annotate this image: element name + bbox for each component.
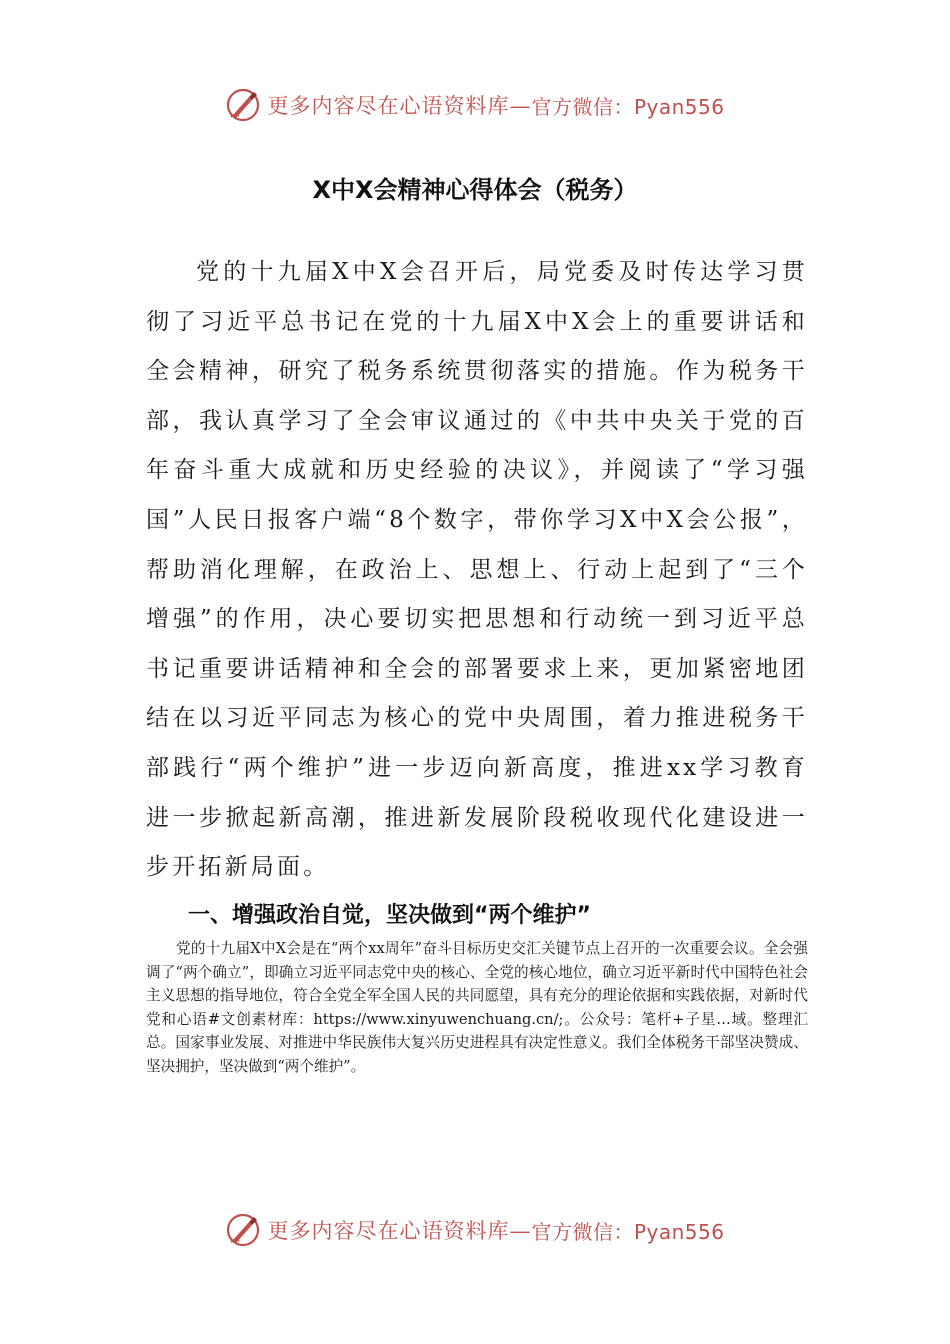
watermark-wechat-text: 官方微信：Pyan556: [531, 1219, 725, 1244]
section-heading: 一、增强政治自觉，坚决做到“两个维护”: [188, 903, 591, 928]
watermark-banner-top: [0, 80, 950, 130]
watermark-brand-text: 更多内容尽在心语资料库—: [267, 94, 532, 118]
pen-logo-icon: [225, 1212, 261, 1248]
body-paragraph: 党的十九届X中X会召开后，局党委及时传达学习贯彻了习近平总书记在党的十九届X中X会上的重要讲话和全会精神，研究了税务系统贯彻落实的措施。作为税务干部，我认真学习了全会审议通过的《中共中央关于党的百年奋斗重大成就和历史经验的决议》，并阅读了“学习强国”人民日报客户端“8个数字，带你学习X中X会公报”，帮助消化理解，在政治上、思想上、行动上起到了“三个增强”的作用，决心要切实把思想和行动统一到习近平总书记重要讲话精神和全会的部署要求上来，更加紧密地团结在以习近平同志为核心的党中央周围，着力推进税务干部践行“两个维护”进一步迈向新高度，推进xx学习教育进一步掀起新高潮，推进新发展阶段税收现代化建设进一步开拓新局面。: [146, 259, 808, 881]
watermark-wechat-text: 官方微信：Pyan556: [531, 94, 725, 119]
section-paragraph: 党的十九届X中X会是在“两个xx周年”奋斗目标历史交汇关键节点上召开的一次重要会议。全会强调了“两个确立”，即确立习近平同志党中央的核心、全党的核心地位，确立习近平新时代中国特色社会主义思想的指导地位，符合全党全军全国人民的共同愿望，具有充分的理论依据和实践依据，对新时代党和心语#文创素材库：https://www.xinyuwenchuang.cn/;。公众号：笔杆+子星…域。整理汇总。国家事业发展、对推进中华民族伟大复兴历史进程具有决定性意义。我们全体税务干部坚决赞成、坚决拥护，坚决做到“两个维护”。: [146, 940, 808, 1075]
watermark-brand-text: 更多内容尽在心语资料库—: [267, 1219, 532, 1243]
watermark-banner-bottom: [0, 1205, 950, 1255]
document-title: X中X会精神心得体会（税务）: [312, 176, 638, 204]
pen-logo-icon: [225, 87, 261, 123]
